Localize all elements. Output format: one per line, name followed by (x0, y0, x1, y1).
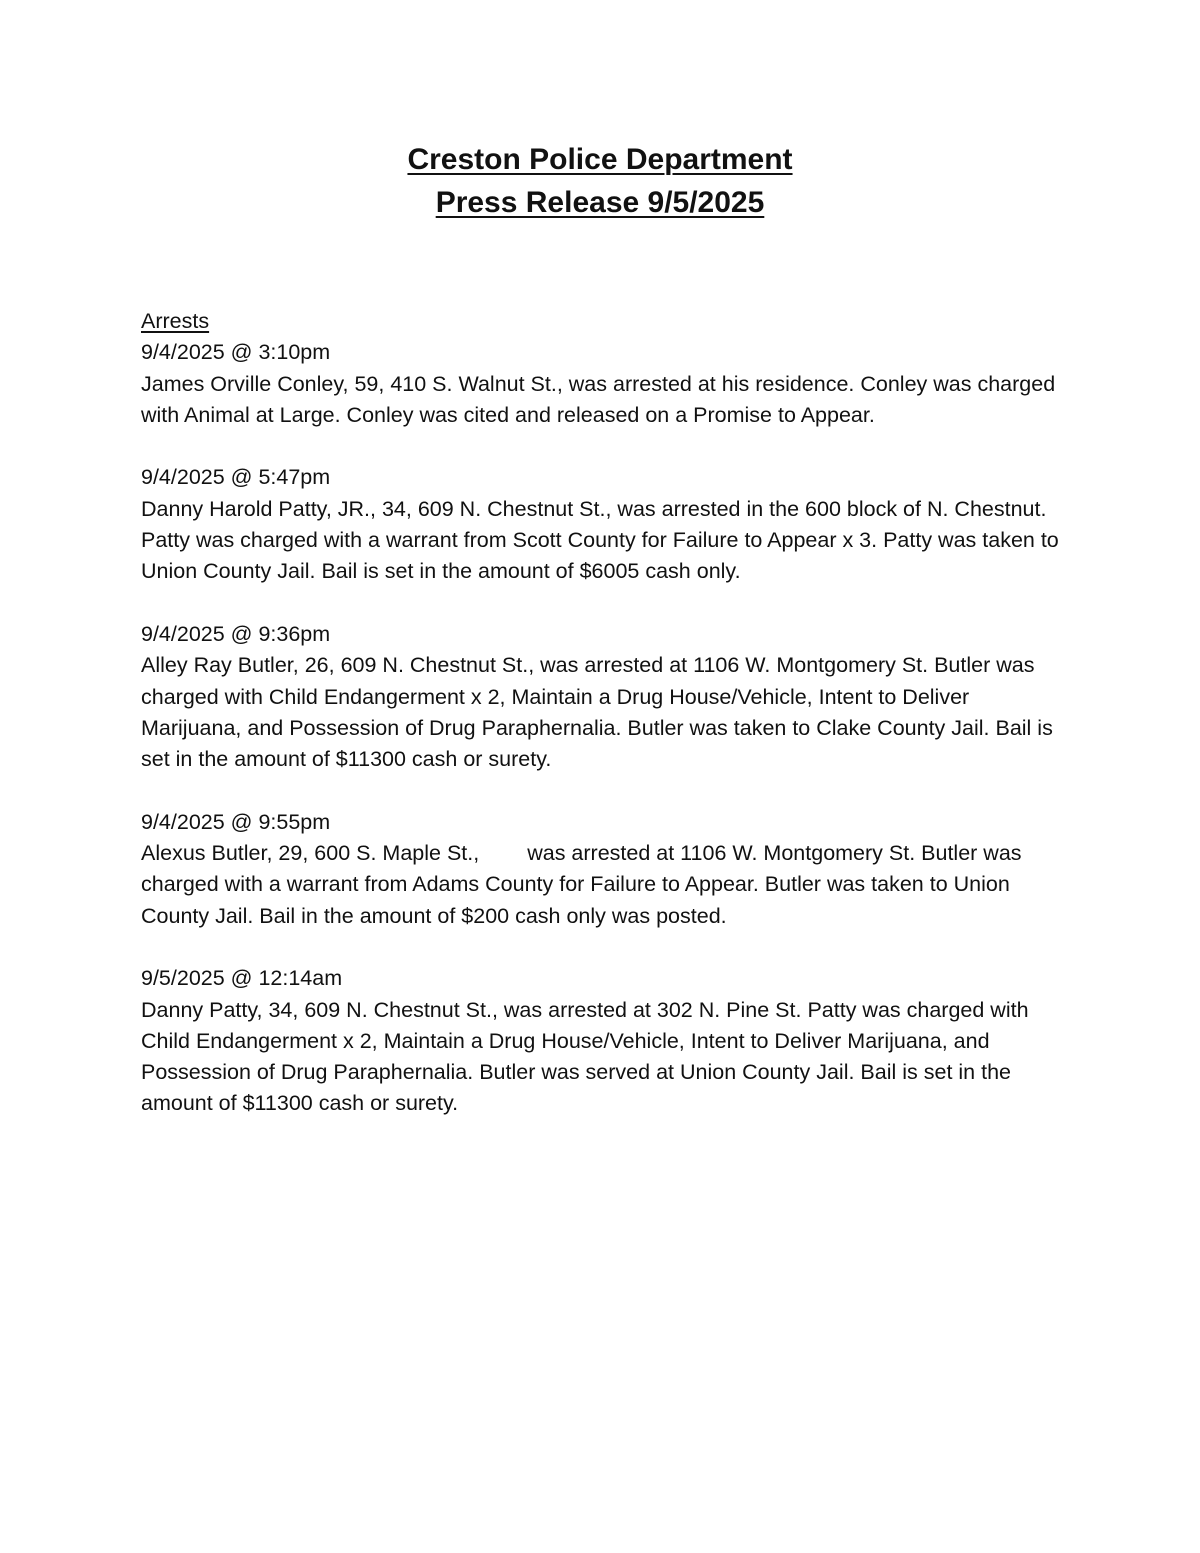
arrests-section (141, 306, 1066, 1151)
document-header (0, 138, 1200, 224)
arrest-entry (141, 807, 1066, 932)
arrest-description-part1: Alexus Butler, 29, 600 S. Maple St., (141, 841, 480, 866)
arrest-description: Danny Patty, 34, 609 N. Chestnut St., was arrested at 302 N. Pine St. Patty was charged with Child Endangerment x 2, Maintain a Drug House/Vehicle, Intent to Deliver Marijuana, and Possession of Drug Paraphernalia. Butler was served at Union County Jail. Bail is set in the amount of $11300 cash or surety. (141, 997, 1029, 1116)
arrest-datetime: 9/4/2025 @ 9:55pm (141, 809, 331, 834)
arrest-description-part2: was arrested at 1106 W. Montgomery St. Butler was charged with a warrant from Adams County for Failure to Appear. Butler was taken to Union County Jail. Bail in the amount of $200 cash only was posted. (141, 841, 1022, 928)
arrest-description: James Orville Conley, 59, 410 S. Walnut St., was arrested at his residence. Conley was charged with Animal at Large. Conley was cited and released on a Promise to Appear. (141, 371, 1056, 427)
arrest-entry (141, 619, 1066, 775)
arrest-description: Danny Harold Patty, JR., 34, 609 N. Chestnut St., was arrested in the 600 block of N. Chestnut. Patty was charged with a warrant from Scott County for Failure to Appear x 3. Patty was taken to Union County Jail. Bail is set in the amount of $6005 cash only. (141, 496, 1059, 584)
arrest-datetime: 9/4/2025 @ 9:36pm (141, 621, 331, 646)
arrest-datetime: 9/4/2025 @ 5:47pm (141, 465, 331, 490)
arrests-heading: Arrests (141, 309, 210, 333)
department-title: Creston Police Department (407, 143, 793, 176)
arrest-entry (141, 337, 1066, 431)
arrest-datetime: 9/5/2025 @ 12:14am (141, 966, 343, 991)
arrest-entry (141, 963, 1066, 1119)
arrest-entry (141, 462, 1066, 587)
arrest-description: Alley Ray Butler, 26, 609 N. Chestnut St., was arrested at 1106 W. Montgomery St. Butler was charged with Child Endangerment x 2, Maintain a Drug House/Vehicle, Intent to Deliver Marijuana, and Possession of Drug Paraphernalia. Butler was taken to Clake County Jail. Bail is set in the amount of $11300 cash or surety. (141, 653, 1053, 772)
arrest-datetime: 9/4/2025 @ 3:10pm (141, 340, 331, 365)
arrest-description (141, 838, 1066, 932)
press-release-title: Press Release 9/5/2025 (435, 186, 765, 219)
